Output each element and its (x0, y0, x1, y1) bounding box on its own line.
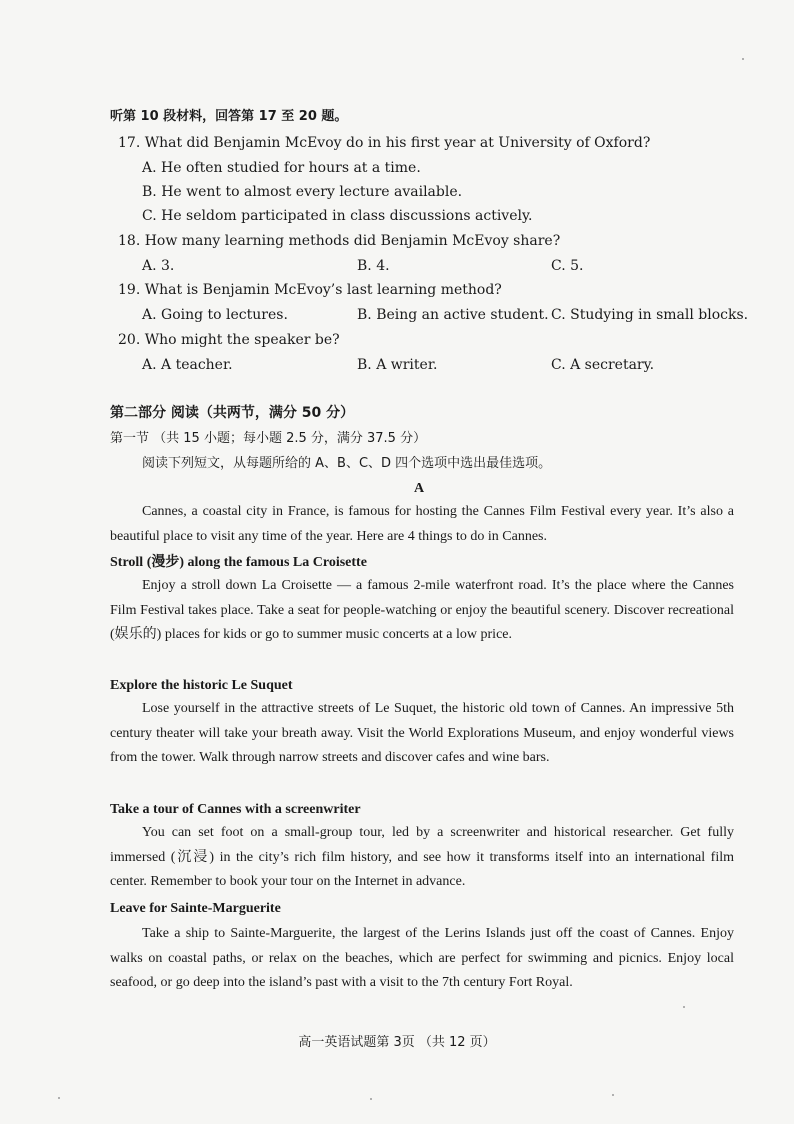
section-body-stroll: Enjoy a stroll down La Croisette — a famous 2-mile waterfront road. It’s the place where the Cannes Film Festival takes place. Take a seat for people-watching or enjoy the beautiful scenery. Discover recreational (娱乐的) places for kids or go to summer music concerts at a low price. (110, 578, 734, 643)
question-17-option-b: B. He went to almost every lecture available. (142, 184, 463, 200)
question-19-option-b: B. Being an active student. (357, 307, 549, 323)
question-18-option-b: B. 4. (357, 258, 390, 274)
question-20-stem: 20. Who might the speaker be? (118, 332, 340, 348)
reading-instruction: 阅读下列短文，从每题所给的 A、B、C、D 四个选项中选出最佳选项。 (142, 456, 552, 471)
question-17-option-c: C. He seldom participated in class discussions actively. (142, 208, 533, 224)
listening-instruction: 听第 10 段材料，回答第 17 至 20 题。 (110, 109, 348, 124)
scan-speck (612, 1094, 614, 1096)
section-body-screenwriter-tour: You can set foot on a small-group tour, led by a screenwriter and historical researcher. Get fully immersed (沉浸) in the city’s rich film history, and see how it transforms itself into an international film center. Remember to book your tour on the Internet in advance. (110, 825, 734, 890)
question-19-stem: 19. What is Benjamin McEvoy’s last learning method? (118, 282, 502, 298)
section-heading-stroll: Stroll (漫步) along the famous La Croisette (110, 555, 367, 570)
scan-speck (683, 1006, 685, 1008)
section-body-le-suquet: Lose yourself in the attractive streets of Le Suquet, the historic old town of Cannes. An impressive 5th century theater will take your breath away. Visit the World Explorations Museum, and enjoy wonderful views from the tower. Walk through narrow streets and discover cafes and wine bars. (110, 701, 734, 766)
question-20-option-a: A. A teacher. (142, 357, 233, 373)
page-footer: 高一英语试题第 3页 （共 12 页） (298, 1035, 496, 1050)
passage-intro: Cannes, a coastal city in France, is famous for hosting the Cannes Film Festival every year. It’s also a beautiful place to visit any time of the year. Here are 4 things to do in Cannes. (110, 504, 734, 544)
question-17-stem: 17. What did Benjamin McEvoy do in his first year at University of Oxford? (118, 135, 651, 151)
question-20-option-b: B. A writer. (357, 357, 438, 373)
section-heading-le-suquet: Explore the historic Le Suquet (110, 678, 293, 693)
question-18-option-a: A. 3. (142, 258, 175, 274)
scan-speck (58, 1097, 60, 1099)
section-body-sainte-marguerite: Take a ship to Sainte-Marguerite, the largest of the Lerins Islands just off the coast of Cannes. Enjoy walks on coastal paths, or relax on the beaches, which are perfect for swimming and picnics. Enjoy local seafood, or go deep into the island’s past with a visit to the 7th century Fort Royal. (110, 926, 734, 991)
question-20-option-c: C. A secretary. (551, 357, 655, 373)
section-heading-screenwriter-tour: Take a tour of Cannes with a screenwriter (110, 802, 361, 817)
question-17-option-a: A. He often studied for hours at a time. (142, 160, 421, 176)
question-18-stem: 18. How many learning methods did Benjamin McEvoy share? (118, 233, 561, 249)
reading-section-title: 第一节 （共 15 小题；每小题 2.5 分，满分 37.5 分） (110, 431, 427, 446)
scan-speck (742, 58, 744, 60)
passage-label: A (414, 481, 425, 496)
question-19-option-c: C. Studying in small blocks. (551, 307, 749, 323)
scan-speck (370, 1098, 372, 1100)
section-heading-sainte-marguerite: Leave for Sainte-Marguerite (110, 901, 281, 916)
reading-part-title: 第二部分 阅读（共两节，满分 50 分） (110, 405, 355, 421)
question-18-option-c: C. 5. (551, 258, 584, 274)
question-19-option-a: A. Going to lectures. (142, 307, 288, 323)
